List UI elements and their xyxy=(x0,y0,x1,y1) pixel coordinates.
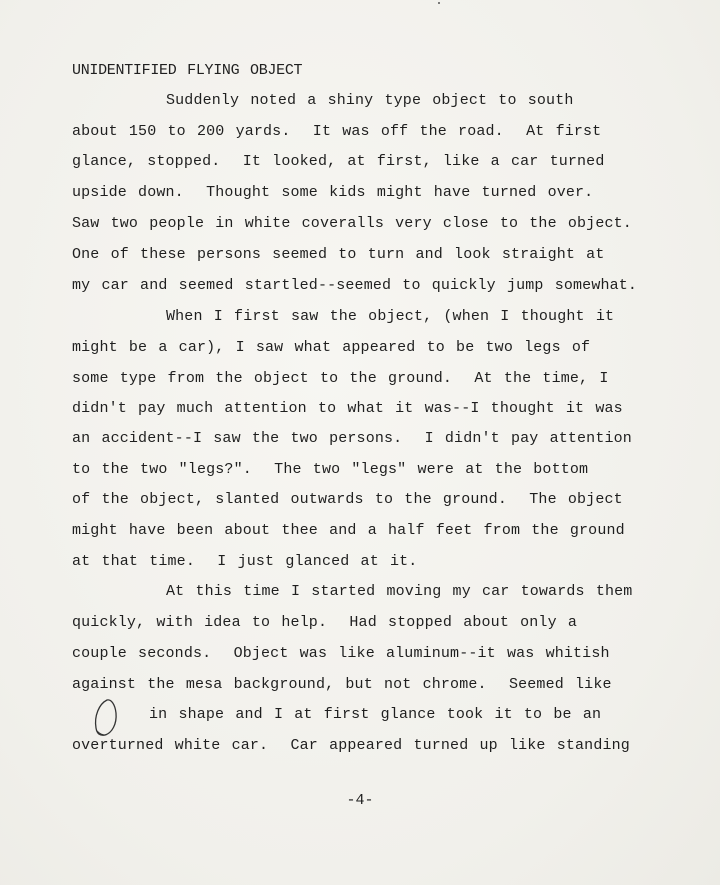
text-line: to the two "legs?". The two "legs" were at the bottom xyxy=(72,461,589,478)
text-line: an accident--I saw the two persons. I didn't pay attention xyxy=(72,430,632,447)
text-line: about 150 to 200 yards. It was off the road. At first xyxy=(72,123,602,140)
paper-speck xyxy=(438,2,440,4)
text-line: didn't pay much attention to what it was--I thought it was xyxy=(72,400,623,417)
text-line: my car and seemed startled--seemed to quickly jump somewhat. xyxy=(72,277,638,294)
text-line: couple seconds. Object was like aluminum--it was whitish xyxy=(72,645,610,662)
hand-drawn-shape-sketch xyxy=(88,696,124,740)
text-line: at that time. I just glanced at it. xyxy=(72,553,418,570)
text-line: When I first saw the object, (when I thought it xyxy=(166,308,615,325)
text-line: some type from the object to the ground. At the time, I xyxy=(72,370,609,387)
document-title: UNIDENTIFIED FLYING OBJECT xyxy=(72,62,303,79)
text-line: in shape and I at first glance took it to be an xyxy=(149,706,602,723)
text-line: against the mesa background, but not chrome. Seemed like xyxy=(72,676,612,693)
text-line: quickly, with idea to help. Had stopped about only a xyxy=(72,614,578,631)
text-line: of the object, slanted outwards to the ground. The object xyxy=(72,491,623,508)
text-line: might have been about thee and a half feet from the ground xyxy=(72,522,625,539)
text-line: might be a car), I saw what appeared to be two legs of xyxy=(72,339,591,356)
text-line: overturned white car. Car appeared turned up like standing xyxy=(72,737,630,754)
text-line: upside down. Thought some kids might have turned over. xyxy=(72,184,594,201)
text-line: Suddenly noted a shiny type object to south xyxy=(166,92,574,109)
text-line: glance, stopped. It looked, at first, like a car turned xyxy=(72,153,605,170)
text-line: At this time I started moving my car towards them xyxy=(166,583,633,600)
page-number: -4- xyxy=(346,792,374,809)
text-line: Saw two people in white coveralls very close to the object. xyxy=(72,215,632,232)
text-line: One of these persons seemed to turn and look straight at xyxy=(72,246,605,263)
